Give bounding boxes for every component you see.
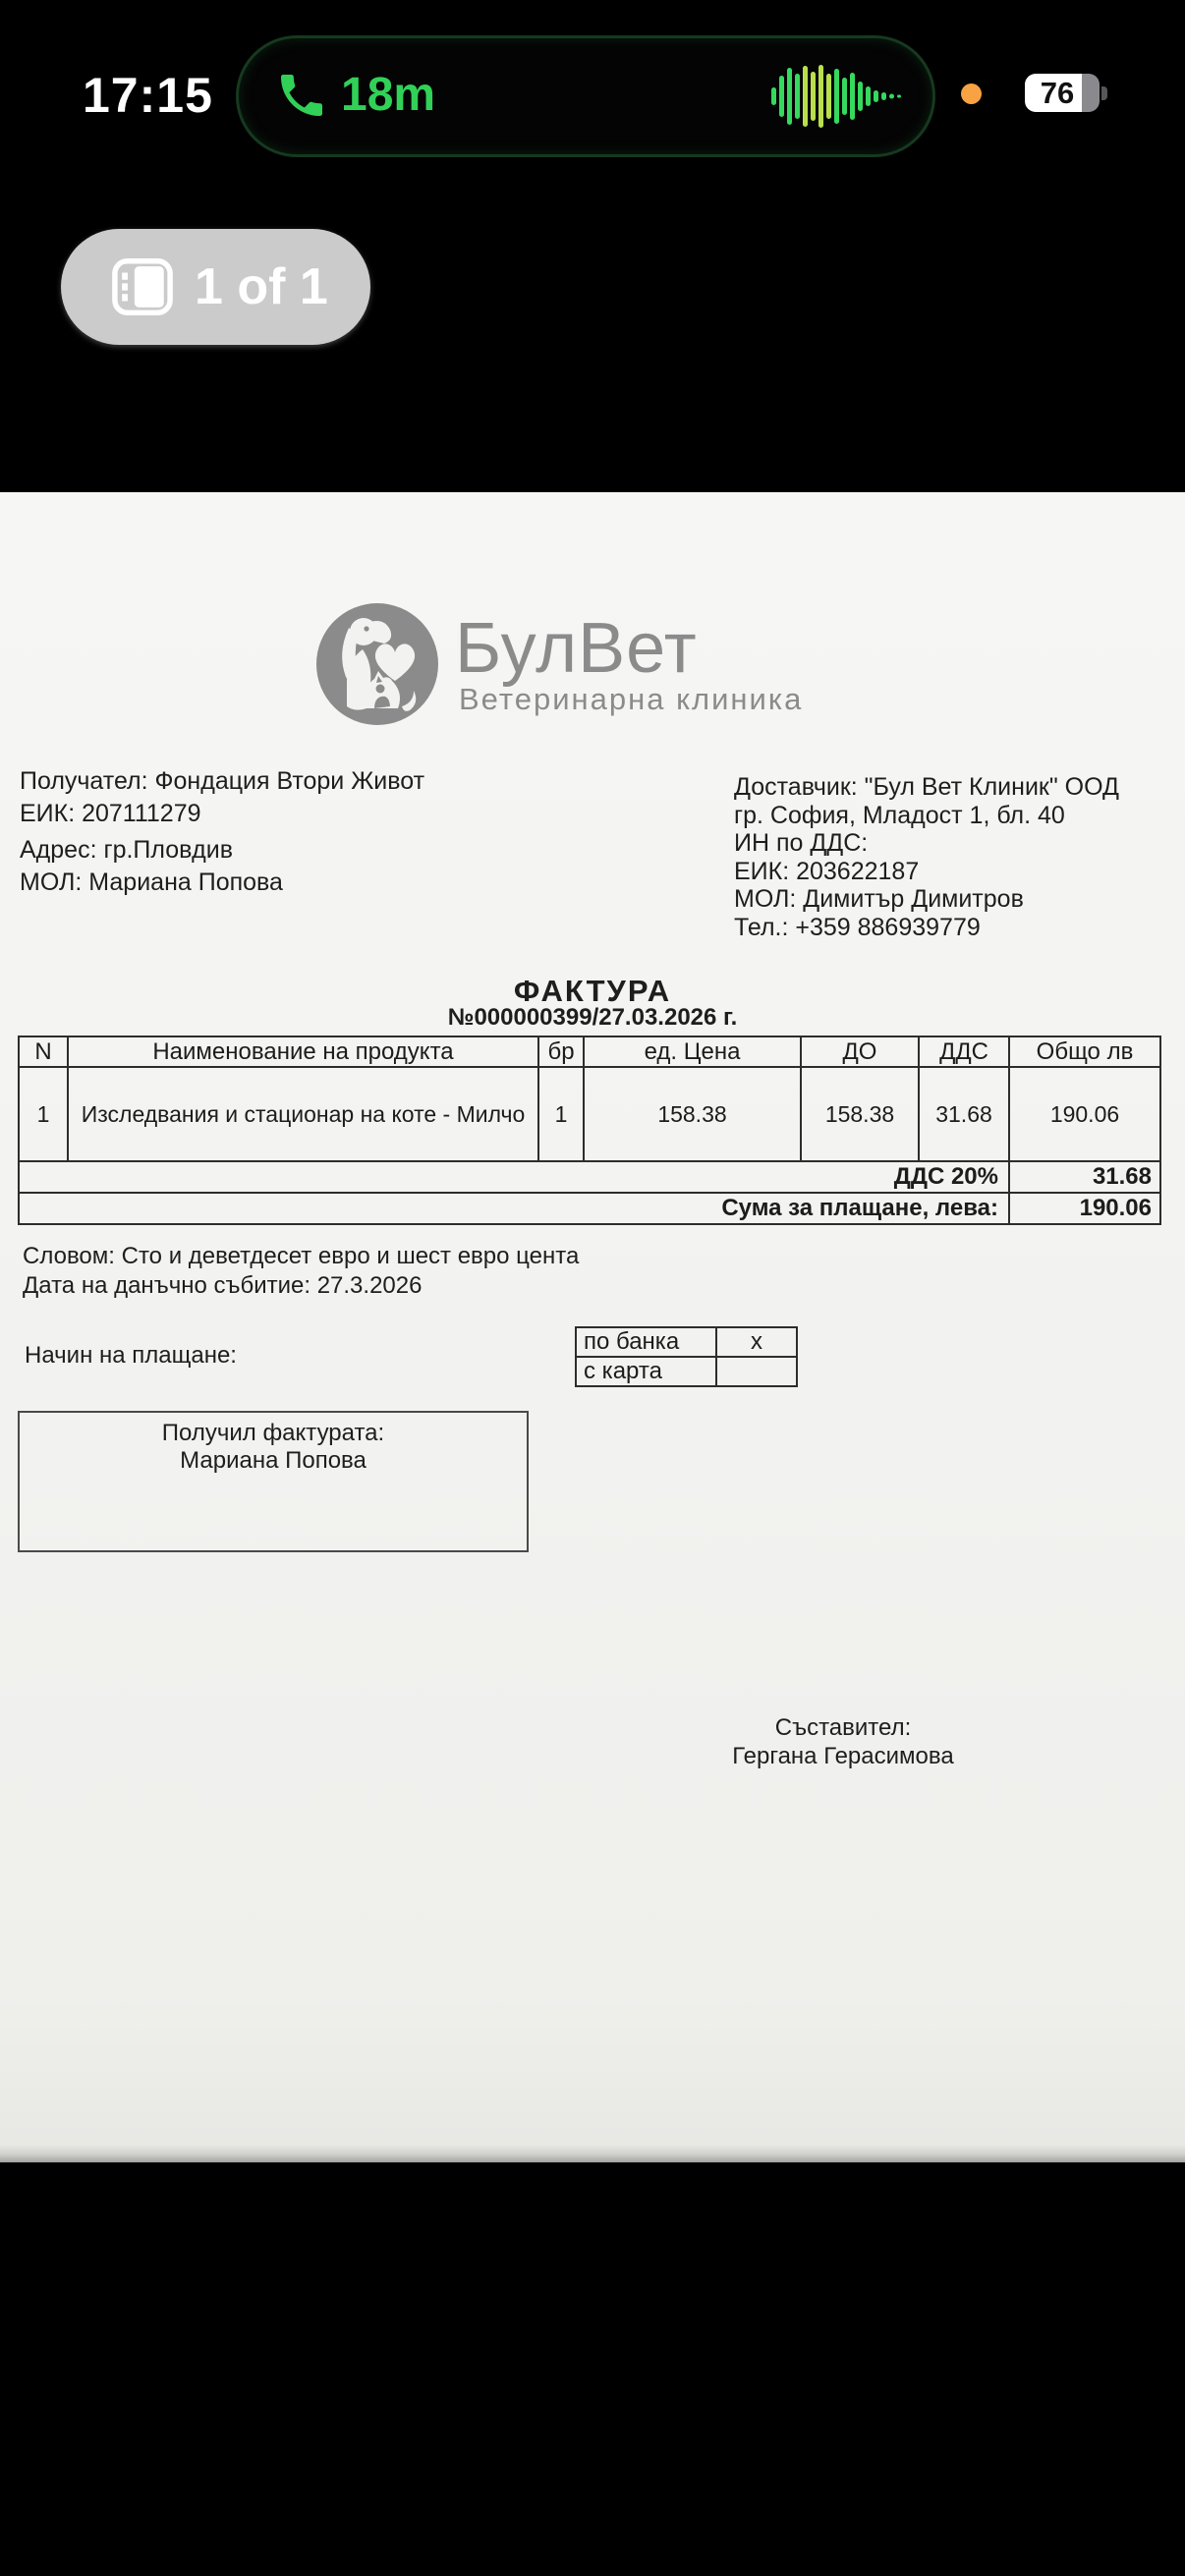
supplier-block bbox=[734, 773, 1119, 942]
supplier-eik: ЕИК: 203622187 bbox=[734, 857, 920, 885]
recipient-address: Адрес: гр.Пловдив bbox=[20, 836, 234, 864]
item-vat: 31.68 bbox=[919, 1067, 1009, 1161]
supplier-phone: Тел.: +359 886939779 bbox=[734, 913, 981, 941]
payment-method-label: Начин на плащане: bbox=[25, 1342, 237, 1369]
col-header-product: Наименование на продукта bbox=[68, 1036, 538, 1067]
item-n: 1 bbox=[19, 1067, 68, 1161]
payment-option-card-mark bbox=[716, 1357, 797, 1386]
table-row bbox=[19, 1067, 1160, 1161]
item-total: 190.06 bbox=[1009, 1067, 1160, 1161]
page-indicator-pill[interactable] bbox=[61, 229, 370, 345]
items-table-header-row bbox=[19, 1036, 1160, 1067]
grand-total-value: 190.06 bbox=[1009, 1193, 1160, 1224]
composer-block bbox=[588, 1713, 1099, 1770]
payment-option-bank bbox=[576, 1327, 797, 1357]
supplier-mol: МОЛ: Димитър Димитров bbox=[734, 885, 1024, 914]
payment-option-bank-mark: x bbox=[716, 1327, 797, 1357]
supplier-name: Доставчик: "Бул Вет Клиник" ООД bbox=[734, 773, 1119, 801]
payment-option-card bbox=[576, 1357, 797, 1386]
received-by-name: Мариана Попова bbox=[180, 1447, 367, 1474]
grand-total-row bbox=[19, 1193, 1160, 1224]
col-header-unit-price: ед. Цена bbox=[584, 1036, 801, 1067]
vat-total-row bbox=[19, 1161, 1160, 1193]
tax-event-date: Дата на данъчно събитие: 27.3.2026 bbox=[23, 1272, 423, 1299]
col-header-qty: бр bbox=[538, 1036, 584, 1067]
vat-total-label: ДДС 20% bbox=[19, 1161, 1009, 1193]
bulvet-logo-icon bbox=[311, 598, 443, 730]
supplier-address: гр. София, Младост 1, бл. 40 bbox=[734, 801, 1065, 829]
pages-thumbnail-icon bbox=[112, 258, 173, 315]
composer-name: Гергана Герасимова bbox=[732, 1743, 954, 1769]
invoice-number: №000000399/27.03.2026 г. bbox=[447, 1004, 738, 1031]
recipient-eik: ЕИК: 207111279 bbox=[20, 800, 201, 827]
item-base: 158.38 bbox=[801, 1067, 919, 1161]
payment-option-bank-label: по банка bbox=[576, 1327, 716, 1357]
item-product: Изследвания и стационар на коте - Милчо bbox=[68, 1067, 538, 1161]
col-header-n: N bbox=[19, 1036, 68, 1067]
brand-name: БулВет bbox=[455, 609, 698, 688]
amount-in-words: Словом: Сто и деветдесет евро и шест евро цента bbox=[23, 1243, 580, 1269]
items-table bbox=[18, 1036, 1161, 1225]
recipient-name: Получател: Фондация Втори Живот bbox=[20, 767, 425, 795]
payment-option-card-label: с карта bbox=[576, 1357, 716, 1386]
invoice-photo[interactable] bbox=[0, 492, 1185, 2162]
page-indicator-label: 1 of 1 bbox=[195, 258, 328, 315]
item-qty: 1 bbox=[538, 1067, 584, 1161]
col-header-total: Общо лв bbox=[1009, 1036, 1160, 1067]
battery-nub bbox=[1101, 86, 1107, 100]
recipient-block bbox=[20, 765, 424, 899]
invoice-title: ФАКТУРА bbox=[513, 974, 672, 1008]
col-header-vat: ДДС bbox=[919, 1036, 1009, 1067]
audio-waveform-icon bbox=[769, 62, 907, 131]
vat-total-value: 31.68 bbox=[1009, 1161, 1160, 1193]
microphone-indicator-dot bbox=[961, 84, 982, 104]
battery-icon bbox=[1025, 74, 1100, 112]
composer-label: Съставител: bbox=[774, 1714, 912, 1741]
recipient-mol: МОЛ: Мариана Попова bbox=[20, 868, 283, 896]
received-by-label: Получил фактурата: bbox=[161, 1420, 385, 1446]
brand-tagline: Ветеринарна клиника bbox=[459, 682, 804, 716]
dynamic-island-call-pill[interactable] bbox=[236, 35, 935, 157]
item-unit-price: 158.38 bbox=[584, 1067, 801, 1161]
grand-total-label: Сума за плащане, лева: bbox=[19, 1193, 1009, 1224]
col-header-base: ДО bbox=[801, 1036, 919, 1067]
received-by-box bbox=[18, 1411, 529, 1552]
payment-method-table bbox=[575, 1326, 798, 1387]
phone-call-icon bbox=[274, 68, 329, 123]
call-duration: 18m bbox=[341, 69, 436, 121]
status-time: 17:15 bbox=[83, 68, 213, 123]
supplier-vat: ИН по ДДС: bbox=[734, 829, 869, 858]
battery-percent: 76 bbox=[1040, 75, 1075, 110]
